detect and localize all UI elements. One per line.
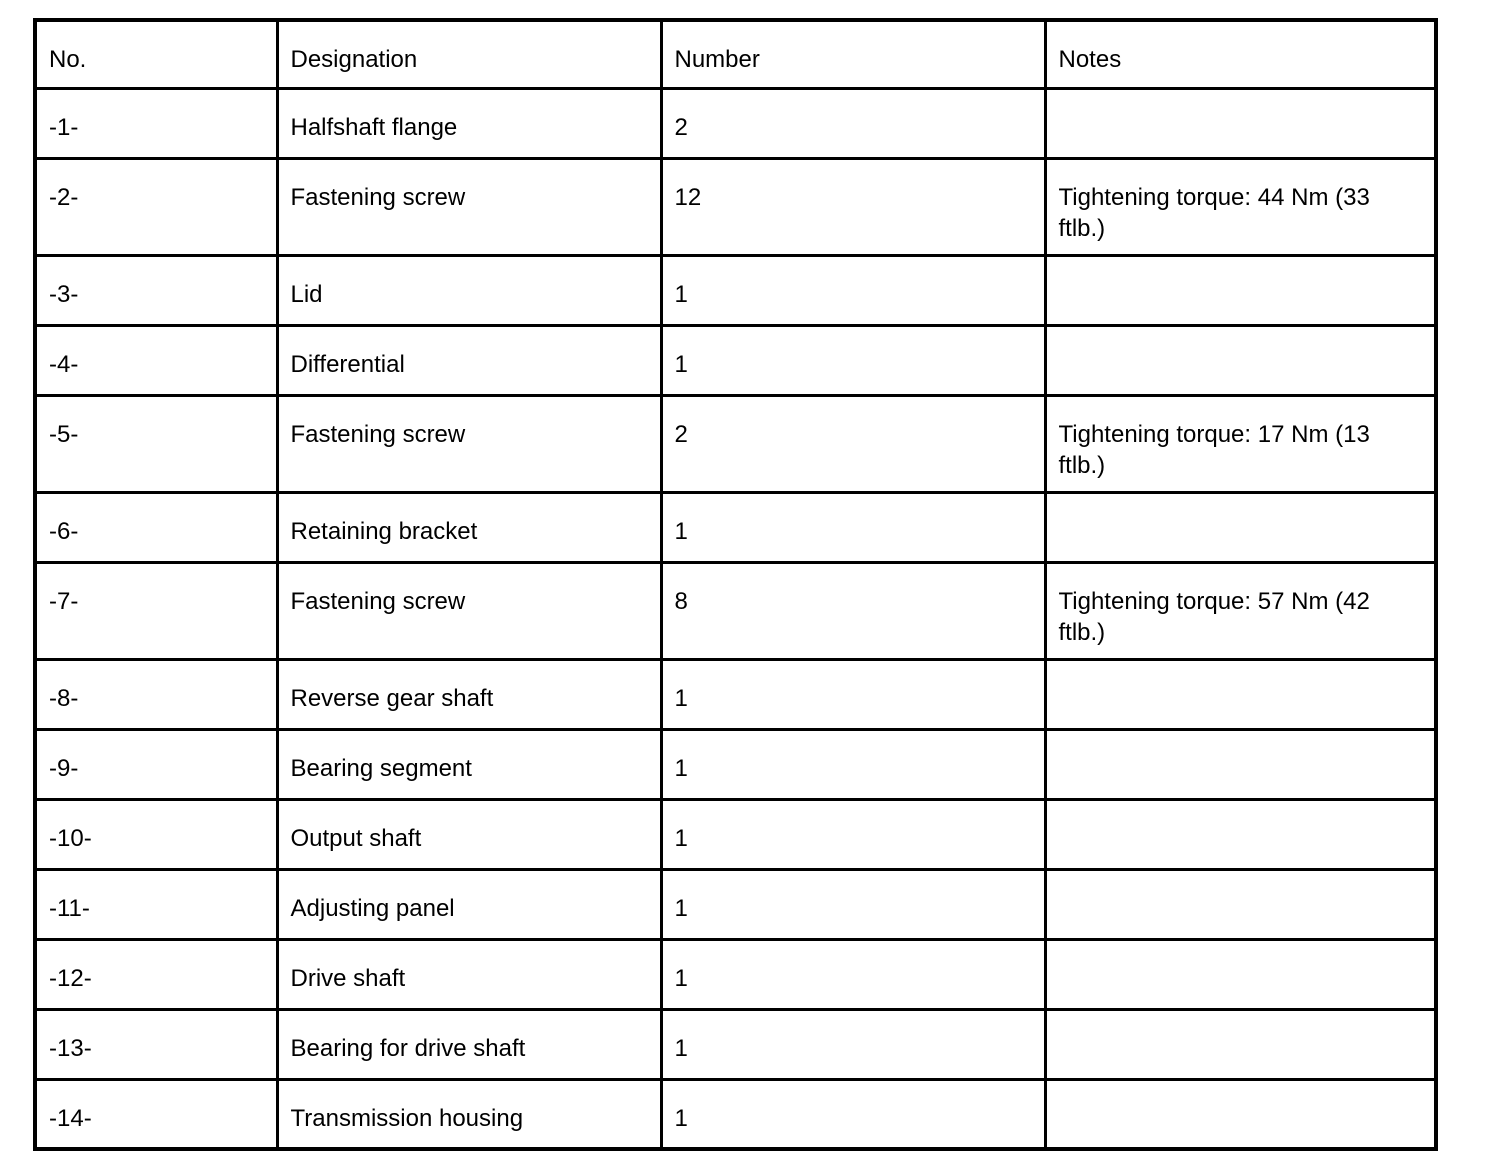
header-number: Number: [661, 20, 1045, 88]
cell-no: -12-: [35, 939, 277, 1009]
cell-no: -1-: [35, 88, 277, 158]
table-body: [35, 88, 1436, 1149]
cell-no: -8-: [35, 659, 277, 729]
cell-designation: Fastening screw: [277, 562, 661, 659]
cell-no: -9-: [35, 729, 277, 799]
cell-designation: Transmission housing: [277, 1079, 661, 1149]
cell-designation: Fastening screw: [277, 158, 661, 255]
cell-number: 1: [661, 729, 1045, 799]
cell-number: 8: [661, 562, 1045, 659]
cell-designation: Drive shaft: [277, 939, 661, 1009]
table-header-row: [35, 20, 1436, 88]
cell-number: 1: [661, 325, 1045, 395]
cell-designation: Lid: [277, 255, 661, 325]
table-row: [35, 659, 1436, 729]
cell-no: -13-: [35, 1009, 277, 1079]
cell-notes: [1045, 729, 1436, 799]
table-row: [35, 562, 1436, 659]
cell-number: 1: [661, 1009, 1045, 1079]
cell-notes: Tightening torque: 17 Nm (13 ftlb.): [1045, 395, 1436, 492]
cell-no: -5-: [35, 395, 277, 492]
header-no: No.: [35, 20, 277, 88]
cell-number: 1: [661, 869, 1045, 939]
cell-no: -4-: [35, 325, 277, 395]
cell-notes: [1045, 1009, 1436, 1079]
cell-notes: [1045, 88, 1436, 158]
cell-no: -6-: [35, 492, 277, 562]
parts-table: [33, 18, 1438, 1151]
cell-notes: [1045, 325, 1436, 395]
cell-number: 1: [661, 799, 1045, 869]
table-row: [35, 158, 1436, 255]
cell-number: 1: [661, 255, 1045, 325]
cell-no: -14-: [35, 1079, 277, 1149]
cell-notes: [1045, 939, 1436, 1009]
cell-designation: Bearing segment: [277, 729, 661, 799]
cell-designation: Retaining bracket: [277, 492, 661, 562]
cell-designation: Output shaft: [277, 799, 661, 869]
cell-notes: [1045, 1079, 1436, 1149]
table-row: [35, 325, 1436, 395]
table-row: [35, 492, 1436, 562]
cell-notes: [1045, 659, 1436, 729]
table-row: [35, 1079, 1436, 1149]
cell-no: -7-: [35, 562, 277, 659]
table-row: [35, 799, 1436, 869]
cell-number: 2: [661, 88, 1045, 158]
cell-designation: Differential: [277, 325, 661, 395]
table-row: [35, 939, 1436, 1009]
cell-notes: [1045, 799, 1436, 869]
cell-no: -10-: [35, 799, 277, 869]
table-row: [35, 729, 1436, 799]
cell-notes: Tightening torque: 57 Nm (42 ftlb.): [1045, 562, 1436, 659]
cell-number: 2: [661, 395, 1045, 492]
cell-notes: Tightening torque: 44 Nm (33 ftlb.): [1045, 158, 1436, 255]
cell-no: -2-: [35, 158, 277, 255]
cell-designation: Adjusting panel: [277, 869, 661, 939]
table-row: [35, 395, 1436, 492]
table-row: [35, 88, 1436, 158]
cell-number: 1: [661, 659, 1045, 729]
cell-number: 12: [661, 158, 1045, 255]
cell-notes: [1045, 869, 1436, 939]
cell-designation: Halfshaft flange: [277, 88, 661, 158]
cell-number: 1: [661, 492, 1045, 562]
cell-notes: [1045, 255, 1436, 325]
cell-designation: Fastening screw: [277, 395, 661, 492]
header-designation: Designation: [277, 20, 661, 88]
cell-number: 1: [661, 939, 1045, 1009]
table-row: [35, 1009, 1436, 1079]
cell-no: -3-: [35, 255, 277, 325]
table-row: [35, 869, 1436, 939]
table-row: [35, 255, 1436, 325]
cell-notes: [1045, 492, 1436, 562]
cell-number: 1: [661, 1079, 1045, 1149]
cell-designation: Reverse gear shaft: [277, 659, 661, 729]
cell-no: -11-: [35, 869, 277, 939]
cell-designation: Bearing for drive shaft: [277, 1009, 661, 1079]
header-notes: Notes: [1045, 20, 1436, 88]
